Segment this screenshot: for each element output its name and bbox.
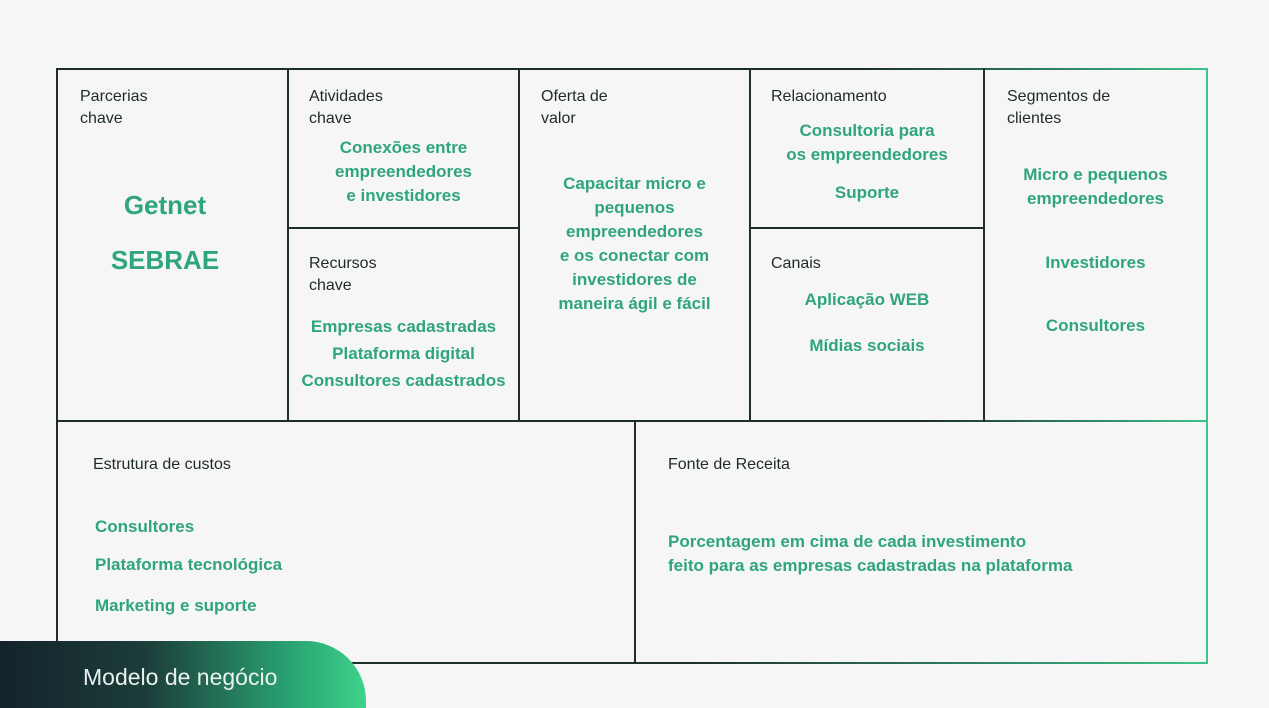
relationship-line-1: Consultoria para [799, 121, 935, 140]
footer-title: Modelo de negócio [83, 664, 278, 690]
partners-label: Parcerias chave [80, 88, 148, 127]
activity-line-3: e investidores [346, 186, 461, 205]
value-line-3: empreendedores [566, 222, 703, 241]
segment-line-1: Micro e pequenos [1023, 165, 1168, 184]
value-line-4: e os conectar com [559, 246, 710, 265]
channel-item-2: Mídias sociais [809, 336, 925, 355]
resource-item-3: Consultores cadastrados [301, 371, 506, 390]
canvas-divider-middle [56, 420, 1208, 422]
value-line-6: maneira ágil e fácil [558, 294, 711, 313]
cost-item-1: Consultores [95, 517, 195, 536]
value-line-5: investidores de [572, 270, 697, 289]
value-line-1: Capacitar micro e [563, 174, 706, 193]
activity-line-1: Conexões entre [339, 138, 468, 157]
divider-activities-resources [287, 227, 520, 229]
canvas-border-right [1206, 68, 1208, 664]
relationship-line-2: os empreendedores [786, 145, 948, 164]
relationship-line-3: Suporte [834, 183, 900, 202]
canvas-border-top [56, 68, 1208, 70]
channel-item-1: Aplicação WEB [804, 290, 930, 309]
segment-item-investidores: Investidores [1045, 253, 1146, 272]
revenue-label: Fonte de Receita [668, 456, 790, 473]
segment-line-2: empreendedores [1027, 189, 1164, 208]
cost-item-3: Marketing e suporte [95, 596, 257, 615]
resource-item-1: Empresas cadastradas [310, 317, 497, 336]
activities-label: Atividades chave [309, 88, 383, 127]
value-label: Oferta de valor [541, 88, 608, 127]
segment-item-consultores: Consultores [1045, 316, 1146, 335]
relationship-label: Relacionamento [771, 88, 887, 105]
canvas-border-left [56, 68, 58, 664]
divider-v4 [983, 68, 985, 422]
partner-getnet: Getnet [123, 190, 207, 220]
divider-relationship-channels [749, 227, 985, 229]
resource-item-2: Plataforma digital [332, 344, 475, 363]
segments-label: Segmentos de clientes [1007, 88, 1111, 127]
resources-label: Recursos chave [309, 255, 377, 294]
revenue-line-2: feito para as empresas cadastradas na plataforma [668, 556, 1073, 575]
partner-sebrae: SEBRAE [110, 245, 220, 275]
value-line-2: pequenos [594, 198, 675, 217]
channels-label: Canais [771, 255, 821, 272]
revenue-line-1: Porcentagem em cima de cada investimento [668, 532, 1027, 551]
cost-item-2: Plataforma tecnológica [95, 555, 283, 574]
costs-label: Estrutura de custos [93, 456, 231, 473]
divider-costs-revenue [634, 420, 636, 664]
activity-line-2: empreendedores [335, 162, 472, 181]
